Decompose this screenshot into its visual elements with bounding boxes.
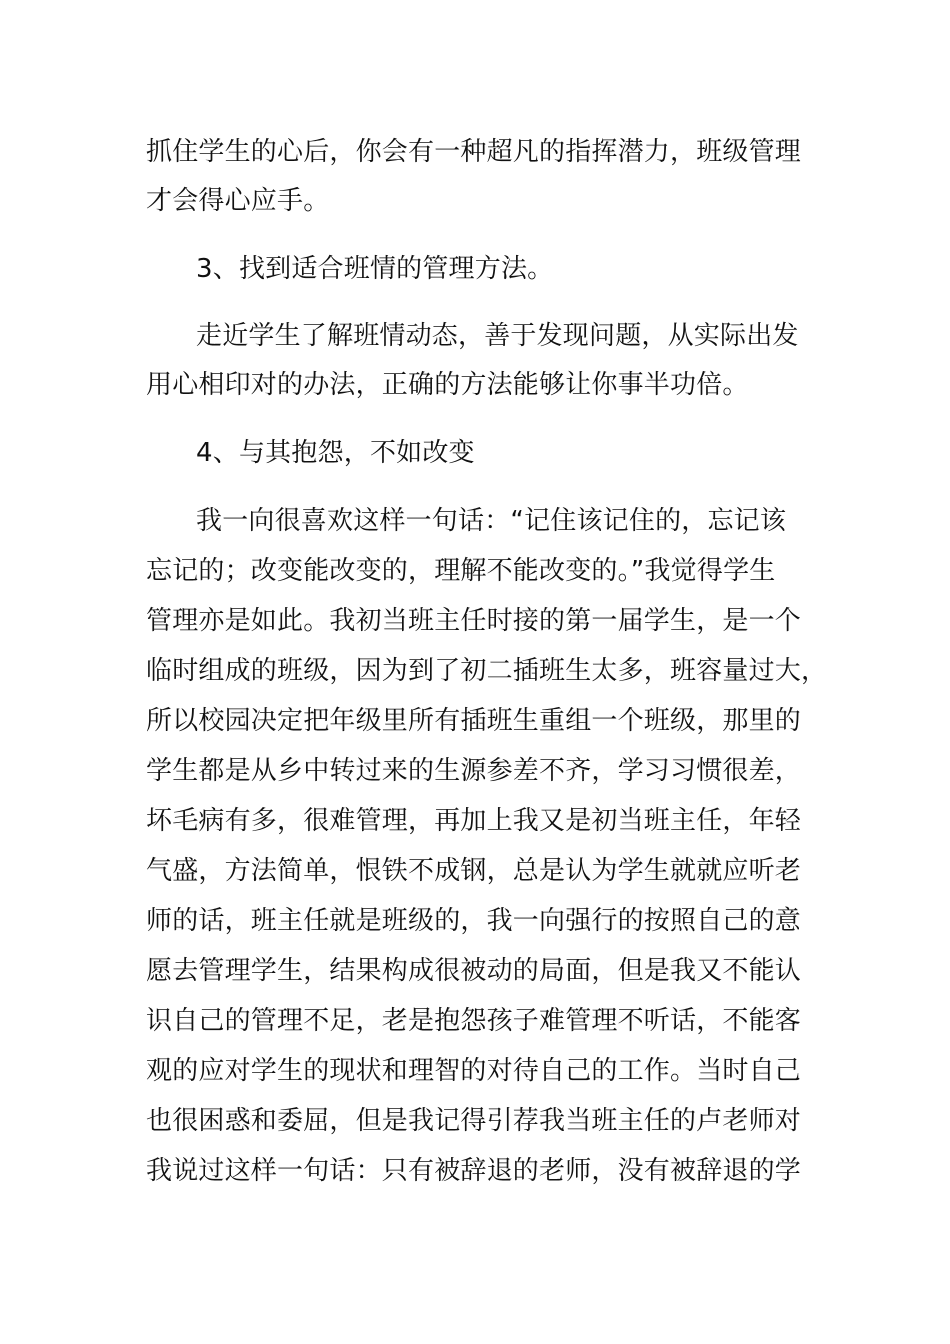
text-line: 管理亦是如此。我初当班主任时接的第一届学生，是一个 [146, 606, 802, 636]
text-line: 愿去管理学生，结果构成很被动的局面，但是我又不能认 [146, 956, 802, 986]
text-line: 学生都是从乡中转过来的生源参差不齐，学习习惯很差， [146, 756, 802, 786]
text-line: 我说过这样一句话：只有被辞退的老师，没有被辞退的学 [146, 1156, 802, 1186]
text-line: 观的应对学生的现状和理智的对待自己的工作。当时自己 [146, 1056, 802, 1086]
text-line: 临时组成的班级，因为到了初二插班生太多，班容量过大， [146, 656, 828, 686]
text-line: 识自己的管理不足，老是抱怨孩子难管理不听话，不能客 [146, 1006, 802, 1036]
text-line: 用心相印对的办法，正确的方法能够让你事半功倍。 [146, 370, 749, 400]
text-line: 师的话，班主任就是班级的，我一向强行的按照自己的意 [146, 906, 802, 936]
text-line: 忘记的；改变能改变的，理解不能改变的。”我觉得学生 [146, 556, 776, 586]
text-line: 我一向很喜欢这样一句话：“记住该记住的，忘记该 [196, 506, 787, 536]
text-line: 坏毛病有多，很难管理，再加上我又是初当班主任，年轻 [146, 806, 802, 836]
text-line: 才会得心应手。 [146, 186, 330, 216]
text-line: 抓住学生的心后，你会有一种超凡的指挥潜力，班级管理 [146, 137, 802, 167]
text-line: 气盛，方法简单，恨铁不成钢，总是认为学生就就应听老 [146, 856, 802, 886]
section-heading: 4、与其抱怨，不如改变 [196, 438, 475, 468]
text-line: 也很困惑和委屈，但是我记得引荐我当班主任的卢老师对 [146, 1106, 802, 1136]
text-line: 走近学生了解班情动态，善于发现问题，从实际出发 [196, 321, 799, 351]
section-heading: 3、找到适合班情的管理方法。 [196, 254, 554, 284]
text-line: 所以校园决定把年级里所有插班生重组一个班级，那里的 [146, 706, 802, 736]
